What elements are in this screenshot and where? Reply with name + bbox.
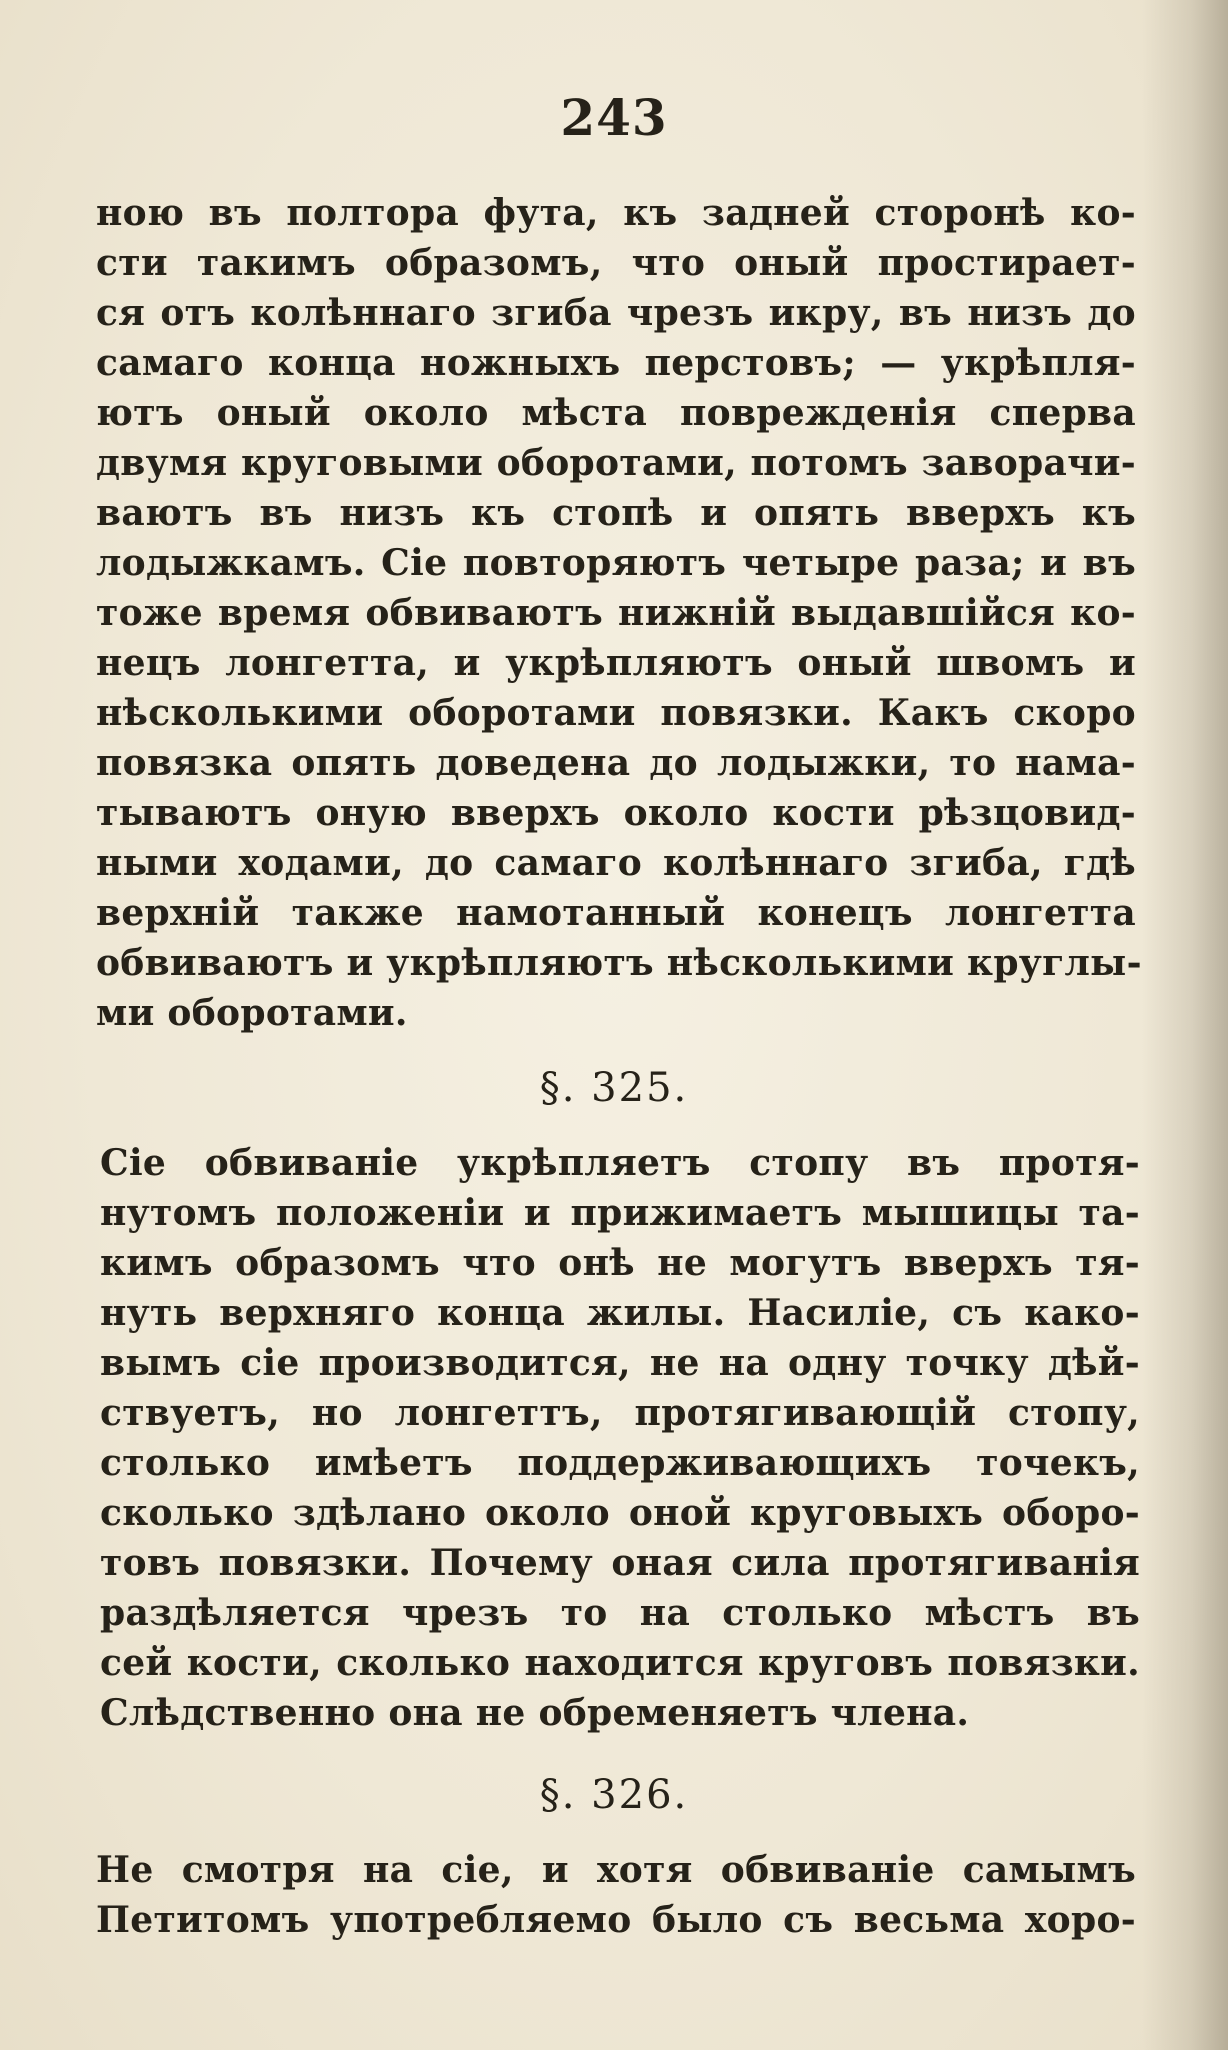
text-line: сти такимъ образомъ, что оный простирает- [96,242,1136,284]
text-line: Петитомъ употребляемо было съ весьма хоро- [96,1899,1136,1941]
text-line: Сіе обвиваніе укрѣпляетъ стопу въ протя- [100,1142,1140,1184]
text-line: верхній также намотанный конецъ лонгетта [96,892,1136,934]
text-line: столько имѣетъ поддерживающихъ точекъ, [100,1442,1140,1484]
text-line: кимъ образомъ что онѣ не могутъ вверхъ тя- [100,1242,1140,1284]
text-line: сколько здѣлано около оной круговыхъ оборо- [100,1492,1140,1534]
text-line: ными ходами, до самаго колѣннаго згиба, гдѣ [96,842,1136,884]
text-line: нутомъ положеніи и прижимаетъ мышицы та- [100,1192,1140,1234]
section-heading-325: §. 325. [539,1065,689,1111]
text-line: Не смотря на сіе, и хотя обвиваніе самымъ [96,1849,1136,1891]
text-line: ся отъ колѣннаго згиба чрезъ икру, въ низъ до [96,292,1136,334]
text-line: сей кости, сколько находится круговъ повязки. [100,1642,1140,1684]
text-line: ютъ оный около мѣста поврежденія сперва [96,392,1136,434]
text-line: самаго конца ножныхъ перстовъ; — укрѣпля- [96,342,1136,384]
paragraph-325 [100,1138,1140,1738]
page-number: 243 [560,88,668,147]
text-line: Слѣдственно она не обременяетъ члена. [100,1692,970,1734]
text-line: ствуетъ, но лонгеттъ, протягивающій стопу, [100,1392,1140,1434]
text-line: повязка опять доведена до лодыжки, то нама- [96,742,1136,784]
text-line: ною въ полтора фута, къ задней сторонѣ ко- [96,192,1136,234]
text-line: раздѣляется чрезъ то на столько мѣстъ въ [100,1592,1140,1634]
text-line: лодыжкамъ. Сіе повторяютъ четыре раза; и въ [96,542,1136,584]
text-line: ми оборотами. [96,992,408,1034]
text-line: нецъ лонгетта, и укрѣпляютъ оный швомъ и [96,642,1136,684]
text-line: товъ повязки. Почему оная сила протягиванія [100,1542,1140,1584]
paragraph-continuation [96,188,1142,1038]
text-line: нѣсколькими оборотами повязки. Какъ скоро [96,692,1136,734]
text-line: тываютъ оную вверхъ около кости рѣзцовид- [96,792,1136,834]
text-line: обвиваютъ и укрѣпляютъ нѣсколькими круглы- [96,942,1142,984]
text-line: ваютъ въ низъ къ стопѣ и опять вверхъ къ [96,492,1136,534]
text-line: нуть верхняго конца жилы. Насиліе, съ како- [100,1292,1140,1334]
text-line: тоже время обвиваютъ нижній выдавшійся ко- [96,592,1136,634]
paragraph-326 [96,1845,1136,1945]
text-line: вымъ сіе производится, не на одну точку дѣй- [100,1342,1140,1384]
section-heading-326: §. 326. [539,1772,689,1818]
text-line: двумя круговыми оборотами, потомъ заворачи- [96,442,1136,484]
